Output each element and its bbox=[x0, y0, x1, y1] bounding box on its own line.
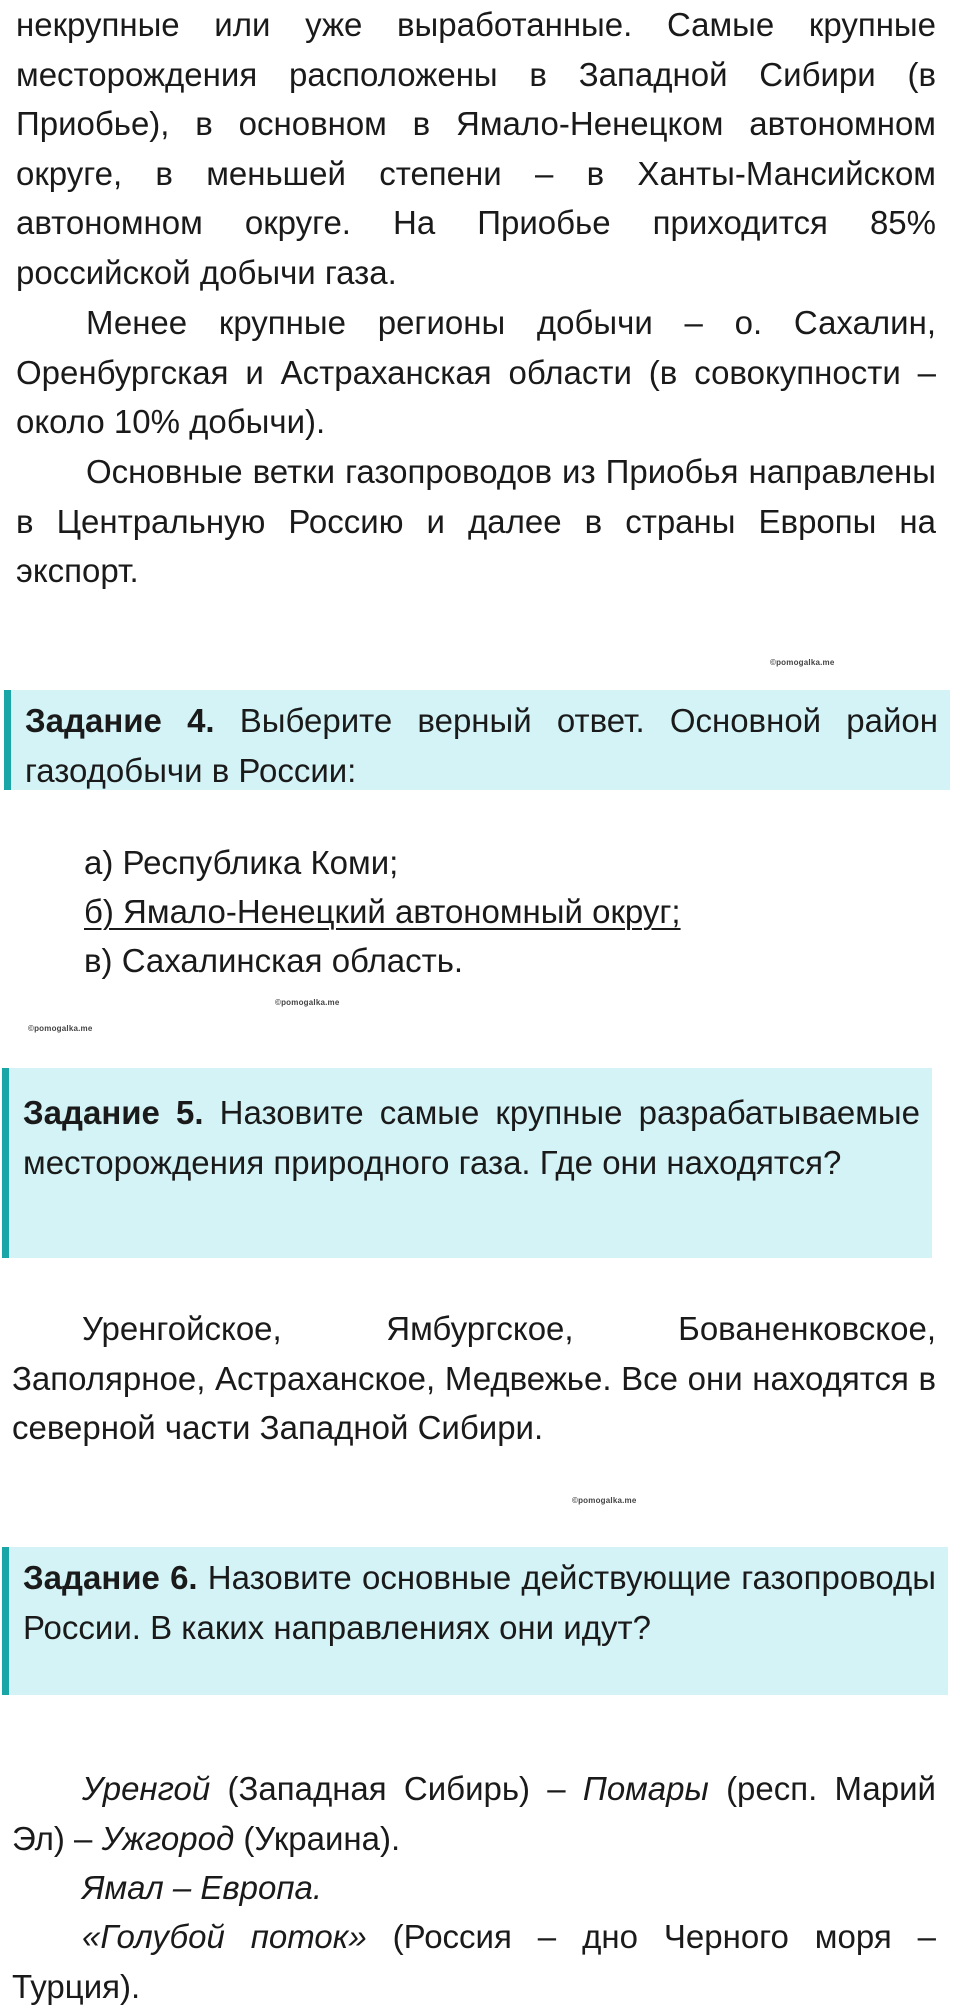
watermark: ©pomogalka.me bbox=[275, 998, 340, 1007]
task-4-label: Задание 4. bbox=[25, 702, 215, 739]
intro-paragraph-1: некрупные или уже выработанные. Самые крупные месторождения расположены в Западной Сибири (в Приобье), в основном в Ямало-Ненецком автономном округе, в меньшей степени – в Ханты-Мансийском автономном округе. На Приобье приходится 85% российской добычи газа. bbox=[16, 6, 936, 291]
task-4-question: Выберите верный ответ. Основной район газодобычи в России: bbox=[25, 702, 938, 789]
watermark: ©pomogalka.me bbox=[28, 1024, 93, 1033]
intro-paragraph-2: Менее крупные регионы добычи – о. Сахалин, Оренбургская и Астраханская области (в совокупности – около 10% добычи). bbox=[16, 304, 936, 440]
task-6-answer-line-2: Ямал – Европа. bbox=[82, 1869, 323, 1906]
task-4-box bbox=[4, 690, 950, 790]
task-5-box bbox=[2, 1068, 932, 1258]
task-6-label: Задание 6. bbox=[23, 1559, 198, 1596]
task-4-option-b-correct: б) Ямало-Ненецкий автономный округ; bbox=[84, 893, 681, 930]
task-6-answer-line-3: «Голубой поток» (Россия – дно Черного моря – Турция). bbox=[12, 1918, 936, 2005]
task-6-question: Назовите основные действующие газопроводы России. В каких направлениях они идут? bbox=[23, 1559, 936, 1646]
task-4-option-a: а) Республика Коми; bbox=[84, 844, 399, 881]
watermark: ©pomogalka.me bbox=[770, 658, 835, 667]
task-4-option-c: в) Сахалинская область. bbox=[84, 942, 464, 979]
task-6-box bbox=[2, 1547, 948, 1695]
task-5-answer: Уренгойское, Ямбургское, Бованенковское, Заполярное, Астраханское, Медвежье. Все они находятся в северной части Западной Сибири. bbox=[12, 1310, 936, 1446]
task-5-label: Задание 5. bbox=[23, 1094, 204, 1131]
watermark: ©pomogalka.me bbox=[572, 1496, 637, 1505]
intro-paragraph-3: Основные ветки газопроводов из Приобья направлены в Центральную Россию и далее в страны Европы на экспорт. bbox=[16, 453, 936, 589]
task-5-question: Назовите самые крупные разрабатываемые месторождения природного газа. Где они находятся? bbox=[23, 1094, 921, 1181]
task-6-answer-line-1: Уренгой (Западная Сибирь) – Помары (респ. Марий Эл) – Ужгород (Украина). bbox=[12, 1770, 936, 1857]
